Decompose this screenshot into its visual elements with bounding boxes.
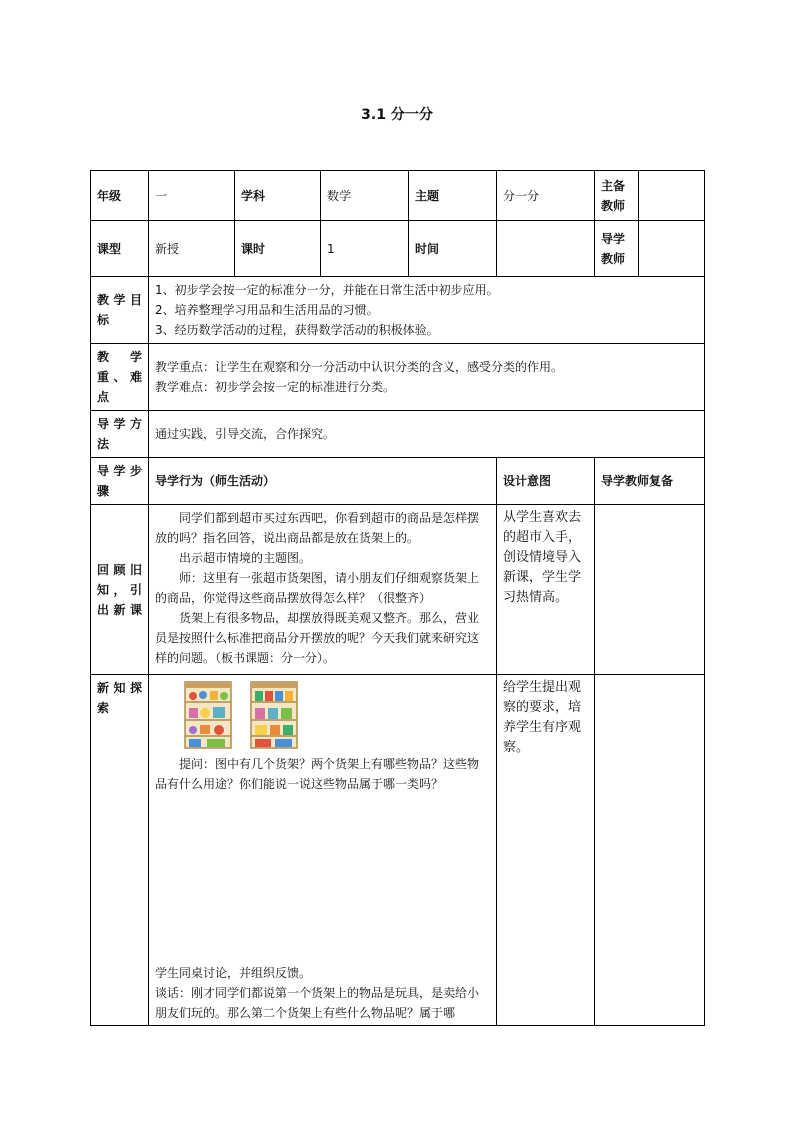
page-title: 3.1 分一分 [361, 107, 433, 123]
steps-header-row [91, 458, 705, 505]
period-label: 课时 [235, 221, 321, 277]
goals-label: 教学目标 [91, 277, 149, 344]
guide-teacher-label: 导学教师 [595, 221, 639, 277]
explore-intent: 给学生提出观察的要求，培养学生有序观察。 [497, 675, 595, 1026]
review-intent: 从学生喜欢去的超市入手，创设情境导入新课，学生学习热情高。 [497, 505, 595, 675]
keypoints-row [91, 344, 705, 411]
explore-talk: 谈话：刚才同学们都说第一个货架上的物品是玩具，是卖给小朋友们玩的。那么第二个货架上有些什么物品呢？属于哪 [155, 986, 480, 1020]
grade-label: 年级 [91, 171, 149, 221]
keypoints-content [149, 344, 705, 411]
goals-content [149, 277, 705, 344]
info-row-1 [91, 171, 705, 221]
explore-section-label: 新知探索 [91, 675, 149, 1026]
lead-teacher-label: 主备教师 [595, 171, 639, 221]
explore-section-content [149, 675, 497, 1026]
review-paragraph: 师：这里有一张超市货架图，请小朋友们仔细观察货架上的商品，你觉得这些商品摆放得怎么样？（很整齐） [155, 571, 480, 605]
keypoint-item: 教学难点：初步学会按一定的标准进行分类。 [155, 380, 396, 394]
goal-item: 3、经历数学活动的过程，获得数学活动的积极体验。 [155, 323, 439, 337]
keypoint-item: 教学重点：让学生在观察和分一分活动中认识分类的含义，感受分类的作用。 [155, 360, 564, 374]
review-paragraph: 出示超市情境的主题图。 [179, 551, 312, 565]
info-row-2 [91, 221, 705, 277]
review-section-row [91, 505, 705, 675]
review-paragraph: 货架上有很多物品，却摆放得既美观又整齐。那么，营业员是按照什么标准把商品分开摆放的呢？今天我们就来研究这样的问题。（板书课题：分一分）。 [155, 611, 480, 665]
activity-column-header: 导学行为（师生活动） [149, 458, 497, 505]
keypoints-label: 教学重、难点 [91, 344, 149, 411]
method-value: 通过实践，引导交流，合作探究。 [149, 411, 705, 458]
review-section-content [149, 505, 497, 675]
grade-value: 一 [149, 171, 235, 221]
period-value: 1 [321, 221, 409, 277]
method-label: 导学方法 [91, 411, 149, 458]
explore-question: 提问：图中有几个货架？两个货架上有哪些物品？这些物品有什么用途？你们能说一说这些物品属于哪一类吗？ [155, 757, 480, 791]
time-label: 时间 [409, 221, 497, 277]
type-label: 课型 [91, 221, 149, 277]
steps-label: 导学步骤 [91, 458, 149, 505]
explore-teacher-notes [595, 675, 705, 1026]
goal-item: 1、初步学会按一定的标准分一分，并能在日常生活中初步应用。 [155, 283, 499, 297]
type-value: 新授 [149, 221, 235, 277]
lead-teacher-value [639, 171, 705, 221]
review-paragraph: 同学们都到超市买过东西吧，你看到超市的商品是怎样摆放的吗？指名回答，说出商品都是放在货架上的。 [155, 511, 480, 545]
supermarket-shelves-image [183, 680, 490, 750]
goals-row [91, 277, 705, 344]
explore-discussion: 学生同桌讨论，并组织反馈。 [155, 966, 312, 980]
review-section-label: 回顾旧知，引出新课 [91, 505, 149, 675]
time-value [497, 221, 595, 277]
explore-bottom-text [155, 963, 490, 1023]
review-teacher-notes [595, 505, 705, 675]
lesson-plan-table [90, 170, 705, 1026]
intent-column-header: 设计意图 [497, 458, 595, 505]
shelves-illustration [183, 680, 303, 750]
subject-label: 学科 [235, 171, 321, 221]
topic-label: 主题 [409, 171, 497, 221]
topic-value: 分一分 [497, 171, 595, 221]
explore-section-row [91, 675, 705, 1026]
review-column-header: 导学教师复备 [595, 458, 705, 505]
goal-item: 2、培养整理学习用品和生活用品的习惯。 [155, 303, 379, 317]
guide-teacher-value [639, 221, 705, 277]
method-row [91, 411, 705, 458]
subject-value: 数学 [321, 171, 409, 221]
